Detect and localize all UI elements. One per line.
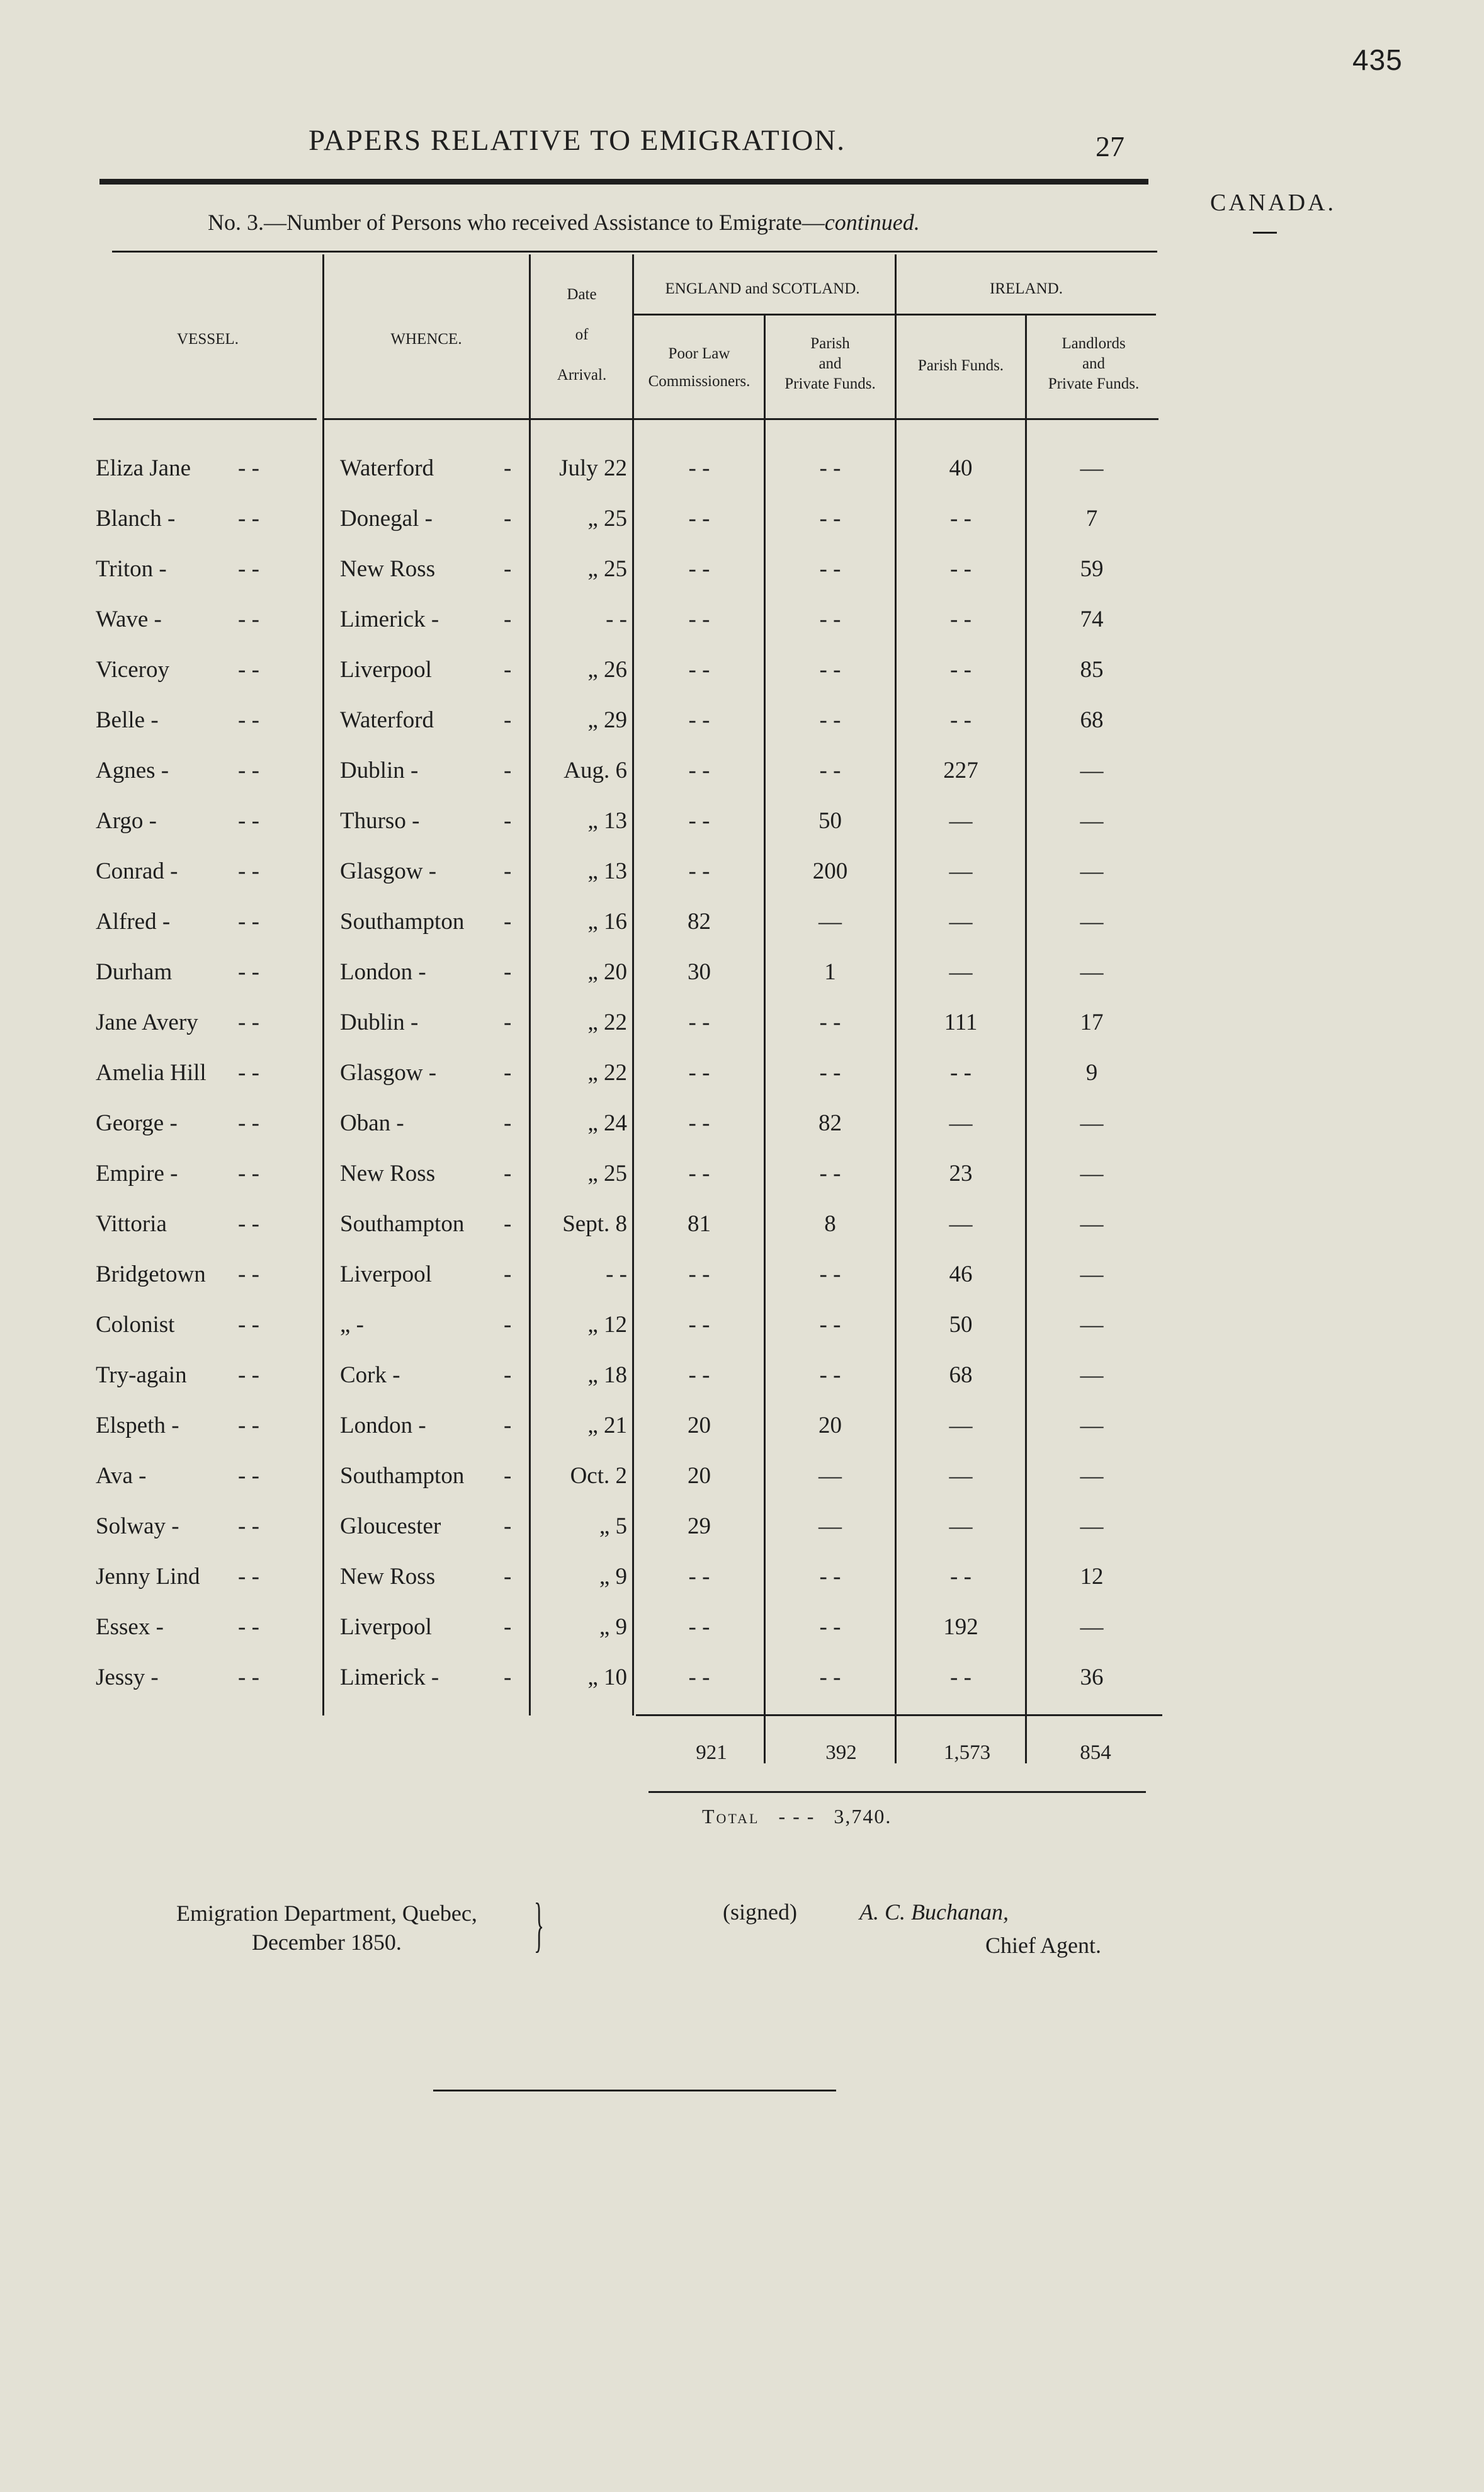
parish-private-value: - - — [819, 606, 841, 632]
header-date — [533, 275, 631, 395]
whence-dots: - — [504, 1312, 512, 1338]
vessel-name: Vittoria — [96, 1211, 167, 1237]
landlords-value: — — [1080, 1463, 1104, 1489]
whence-dots: - — [504, 1513, 512, 1539]
whence-dots: - — [504, 808, 512, 834]
arrival-date: „ 29 — [587, 707, 627, 733]
arrival-date: Sept. 8 — [562, 1211, 627, 1237]
vessel-name: Amelia Hill — [96, 1060, 207, 1086]
vessel-name: Solway - — [96, 1513, 179, 1539]
vessel-dots: - - — [238, 1564, 259, 1590]
arrival-date: „ 9 — [599, 1564, 627, 1590]
poor-law-value: - - — [688, 707, 710, 733]
vessel-name: Triton - — [96, 556, 167, 582]
department-line-1: Emigration Department, Quebec, — [176, 1901, 477, 1926]
vessel-dots: - - — [238, 606, 259, 632]
parish-private-value: — — [818, 909, 842, 935]
landlords-value: — — [1080, 1312, 1104, 1338]
whence-dots: - — [504, 606, 512, 632]
header-bottom-rule — [322, 418, 1158, 420]
header-vessel: VESSEL. — [177, 331, 239, 348]
landlords-value: 85 — [1080, 657, 1104, 683]
landlords-value: — — [1080, 1211, 1104, 1237]
department-line-2: December 1850. — [251, 1930, 402, 1955]
parish-private-value: — — [818, 1513, 842, 1539]
poor-law-value: 82 — [688, 909, 711, 935]
header-parish-private-line-1: Parish — [810, 335, 850, 352]
whence-dots: - — [504, 758, 512, 783]
header-date-line-3: Arrival. — [557, 367, 607, 384]
vessel-name: Argo - — [96, 808, 157, 834]
vessel-name: Viceroy — [96, 657, 169, 683]
table-title-main: No. 3.—Number of Persons who received Assistance to Emigrate— — [208, 210, 825, 235]
parish-private-value: 200 — [812, 858, 848, 884]
parish-funds-value: — — [949, 909, 973, 935]
bottom-rule — [433, 2090, 836, 2091]
parish-funds-value: — — [949, 858, 973, 884]
vessel-dots: - - — [238, 657, 259, 683]
arrival-date: „ 25 — [587, 556, 627, 582]
header-landlords-line-2: and — [1082, 355, 1106, 372]
poor-law-value: - - — [688, 506, 710, 532]
col-divider-2 — [529, 254, 531, 1715]
poor-law-value: - - — [688, 1614, 710, 1640]
parish-private-value: - - — [819, 657, 841, 683]
arrival-date: - - — [606, 606, 627, 632]
vessel-name: Eliza Jane — [96, 455, 191, 481]
header-landlords-line-3: Private Funds. — [1048, 375, 1140, 392]
whence-name: Oban - — [340, 1110, 404, 1136]
landlords-value: 12 — [1080, 1564, 1104, 1590]
landlords-value: — — [1080, 1614, 1104, 1640]
arrival-date: „ 21 — [587, 1413, 627, 1438]
whence-name: New Ross — [340, 556, 436, 582]
whence-dots: - — [504, 657, 512, 683]
vessel-dots: - - — [238, 1060, 259, 1086]
vessel-dots: - - — [238, 1413, 259, 1438]
landlords-value: 7 — [1085, 506, 1098, 532]
parish-funds-value: 50 — [949, 1312, 973, 1338]
vessel-name: Elspeth - — [96, 1413, 179, 1438]
parish-funds-value: - - — [950, 506, 971, 532]
arrival-date: „ 22 — [587, 1060, 627, 1086]
parish-private-value: 82 — [818, 1110, 842, 1136]
header-parish-private — [766, 334, 895, 394]
vessel-name: Durham — [96, 959, 173, 985]
parish-private-value: - - — [819, 1362, 841, 1388]
grand-total-value: 3,740. — [834, 1805, 892, 1828]
vessel-name: Jenny Lind — [96, 1564, 200, 1590]
parish-private-value: - - — [819, 455, 841, 481]
header-date-line-2: of — [575, 326, 589, 343]
whence-dots: - — [504, 858, 512, 884]
arrival-date: „ 18 — [587, 1362, 627, 1388]
running-page-number: 27 — [1096, 130, 1124, 162]
vessel-name: Try-again — [96, 1362, 187, 1388]
vessel-name: Belle - — [96, 707, 159, 733]
parish-funds-value: - - — [950, 1060, 971, 1086]
landlords-value: — — [1080, 1513, 1104, 1539]
whence-dots: - — [504, 1664, 512, 1690]
landlords-value: — — [1080, 909, 1104, 935]
whence-dots: - — [504, 1010, 512, 1035]
parish-funds-value: - - — [950, 707, 971, 733]
department-block — [176, 1899, 477, 1957]
whence-name: Thurso - — [340, 808, 420, 834]
header-group-ireland: IRELAND. — [990, 280, 1063, 297]
col-divider-3 — [632, 254, 634, 1715]
landlords-value: 68 — [1080, 707, 1104, 733]
grand-total — [702, 1805, 892, 1828]
arrival-date: Oct. 2 — [570, 1463, 627, 1489]
parish-private-value: - - — [819, 1614, 841, 1640]
whence-dots: - — [504, 1463, 512, 1489]
landlords-value: 9 — [1085, 1060, 1098, 1086]
vessel-dots: - - — [238, 455, 259, 481]
whence-dots: - — [504, 707, 512, 733]
whence-name: Liverpool — [340, 1614, 432, 1640]
vessel-name: Colonist — [96, 1312, 175, 1338]
total-poor-law: 921 — [696, 1741, 727, 1764]
parish-funds-value: 23 — [949, 1161, 973, 1186]
poor-law-value: - - — [688, 858, 710, 884]
landlords-value: — — [1080, 1362, 1104, 1388]
header-landlords — [1028, 334, 1160, 394]
vessel-dots: - - — [238, 858, 259, 884]
poor-law-value: - - — [688, 556, 710, 582]
whence-dots: - — [504, 556, 512, 582]
vessel-dots: - - — [238, 1614, 259, 1640]
poor-law-value: - - — [688, 1010, 710, 1035]
grand-total-dashes: - - - — [778, 1805, 815, 1828]
vessel-dots: - - — [238, 1211, 259, 1237]
poor-law-value: 20 — [688, 1413, 711, 1438]
arrival-date: „ 5 — [599, 1513, 627, 1539]
col-divider-1 — [322, 254, 324, 1715]
header-parish-funds: Parish Funds. — [917, 357, 1004, 374]
poor-law-value: - - — [688, 1161, 710, 1186]
side-label: CANADA. — [1210, 190, 1337, 216]
total-landlords: 854 — [1080, 1741, 1111, 1764]
side-label-underline — [1253, 232, 1277, 234]
landlords-value: — — [1080, 1413, 1104, 1438]
landlords-value: — — [1080, 1110, 1104, 1136]
whence-name: Dublin - — [340, 1010, 419, 1035]
parish-funds-value: — — [949, 959, 973, 985]
parish-funds-value: — — [949, 808, 973, 834]
header-rule — [99, 179, 1148, 185]
vessel-name: Alfred - — [96, 909, 171, 935]
vessel-name: Essex - — [96, 1614, 164, 1640]
whence-dots: - — [504, 1110, 512, 1136]
whence-dots: - — [504, 506, 512, 532]
vessel-name: Jane Avery — [96, 1010, 198, 1035]
vessel-dots: - - — [238, 1664, 259, 1690]
poor-law-value: - - — [688, 455, 710, 481]
table-top-rule — [112, 251, 1157, 253]
total-parish-private: 392 — [825, 1741, 857, 1764]
parish-private-value: - - — [819, 1664, 841, 1690]
arrival-date: - - — [606, 1261, 627, 1287]
parish-private-value: - - — [819, 506, 841, 532]
poor-law-value: - - — [688, 1060, 710, 1086]
vessel-dots: - - — [238, 1110, 259, 1136]
parish-private-value: - - — [819, 1261, 841, 1287]
landlords-value: — — [1080, 1261, 1104, 1287]
whence-name: Liverpool — [340, 657, 432, 683]
header-group-england: ENGLAND and SCOTLAND. — [665, 280, 860, 297]
grand-total-label: Total — [702, 1805, 760, 1828]
vessel-dots: - - — [238, 909, 259, 935]
header-poor-law-line-2: Commissioners. — [648, 373, 750, 390]
parish-funds-value: - - — [950, 657, 971, 683]
landlords-value: — — [1080, 455, 1104, 481]
col-divider-6 — [1025, 315, 1027, 1763]
poor-law-value: - - — [688, 1312, 710, 1338]
whence-name: Glasgow - — [340, 858, 437, 884]
whence-dots: - — [504, 1060, 512, 1086]
whence-name: Waterford — [340, 455, 434, 481]
parish-private-value: 20 — [818, 1413, 842, 1438]
parish-funds-value: - - — [950, 1564, 971, 1590]
parish-private-value: - - — [819, 1564, 841, 1590]
whence-dots: - — [504, 1261, 512, 1287]
whence-dots: - — [504, 1413, 512, 1438]
parish-funds-value: — — [949, 1463, 973, 1489]
landlords-value: 74 — [1080, 606, 1104, 632]
group-rule — [632, 314, 1156, 316]
poor-law-value: - - — [688, 758, 710, 783]
parish-funds-value: — — [949, 1110, 973, 1136]
arrival-date: „ 10 — [587, 1664, 627, 1690]
arrival-date: „ 9 — [599, 1614, 627, 1640]
arrival-date: „ 16 — [587, 909, 627, 935]
poor-law-value: - - — [688, 1362, 710, 1388]
header-whence: WHENCE. — [390, 331, 462, 348]
landlords-value: 17 — [1080, 1010, 1104, 1035]
header-parish-private-line-2: and — [818, 355, 842, 372]
arrival-date: „ 26 — [587, 657, 627, 683]
vessel-dots: - - — [238, 1362, 259, 1388]
parish-private-value: — — [818, 1463, 842, 1489]
header-bottom-rule-vessel — [93, 418, 317, 420]
vessel-name: Conrad - — [96, 858, 178, 884]
poor-law-value: 20 — [688, 1463, 711, 1489]
whence-dots: - — [504, 1614, 512, 1640]
brace-glyph: } — [534, 1891, 545, 1958]
parish-funds-value: - - — [950, 606, 971, 632]
arrival-date: „ 24 — [587, 1110, 627, 1136]
poor-law-value: 30 — [688, 959, 711, 985]
poor-law-value: - - — [688, 1664, 710, 1690]
landlords-value: 59 — [1080, 556, 1104, 582]
whence-name: Waterford — [340, 707, 434, 733]
poor-law-value: - - — [688, 606, 710, 632]
whence-dots: - — [504, 1161, 512, 1186]
vessel-dots: - - — [238, 1010, 259, 1035]
vessel-name: George - — [96, 1110, 178, 1136]
header-landlords-line-1: Landlords — [1062, 335, 1126, 352]
header-date-line-1: Date — [567, 286, 597, 303]
grand-total-rule — [649, 1791, 1146, 1793]
vessel-name: Agnes - — [96, 758, 169, 783]
vessel-name: Ava - — [96, 1463, 147, 1489]
arrival-date: „ 20 — [587, 959, 627, 985]
parish-funds-value: 192 — [943, 1614, 978, 1640]
parish-private-value: - - — [819, 1312, 841, 1338]
whence-dots: - — [504, 455, 512, 481]
whence-name: Limerick - — [340, 1664, 439, 1690]
whence-name: Limerick - — [340, 606, 439, 632]
vessel-name: Bridgetown — [96, 1261, 206, 1287]
whence-dots: - — [504, 1211, 512, 1237]
header-poor-law-line-1: Poor Law — [668, 345, 730, 362]
parish-funds-value: — — [949, 1413, 973, 1438]
landlords-value: — — [1080, 959, 1104, 985]
arrival-date: „ 25 — [587, 1161, 627, 1186]
vessel-dots: - - — [238, 808, 259, 834]
whence-dots: - — [504, 1564, 512, 1590]
vessel-dots: - - — [238, 959, 259, 985]
poor-law-value: - - — [688, 1110, 710, 1136]
table-title — [208, 209, 920, 236]
parish-private-value: - - — [819, 1010, 841, 1035]
vessel-dots: - - — [238, 1261, 259, 1287]
signer-title: Chief Agent. — [985, 1933, 1101, 1958]
parish-private-value: - - — [819, 707, 841, 733]
vessel-dots: - - — [238, 1513, 259, 1539]
whence-dots: - — [504, 909, 512, 935]
vessel-dots: - - — [238, 1312, 259, 1338]
whence-name: „ - — [340, 1312, 364, 1338]
arrival-date: „ 22 — [587, 1010, 627, 1035]
poor-law-value: 81 — [688, 1211, 711, 1237]
whence-name: New Ross — [340, 1161, 436, 1186]
landlords-value: — — [1080, 758, 1104, 783]
parish-private-value: - - — [819, 1161, 841, 1186]
vessel-name: Wave - — [96, 606, 162, 632]
whence-name: London - — [340, 959, 426, 985]
vessel-name: Empire - — [96, 1161, 178, 1186]
arrival-date: „ 13 — [587, 858, 627, 884]
whence-name: Dublin - — [340, 758, 419, 783]
vessel-name: Jessy - — [96, 1664, 159, 1690]
parish-funds-value: - - — [950, 1664, 971, 1690]
arrival-date: Aug. 6 — [564, 758, 627, 783]
vessel-dots: - - — [238, 707, 259, 733]
arrival-date: „ 25 — [587, 506, 627, 532]
parish-funds-value: — — [949, 1513, 973, 1539]
whence-name: Glasgow - — [340, 1060, 437, 1086]
page-number: 435 — [1352, 43, 1403, 76]
whence-name: Southampton — [340, 1463, 465, 1489]
arrival-date: „ 13 — [587, 808, 627, 834]
parish-funds-value: 111 — [944, 1010, 978, 1035]
table-title-italic: continued. — [824, 210, 920, 235]
parish-funds-value: 68 — [949, 1362, 973, 1388]
poor-law-value: - - — [688, 657, 710, 683]
vessel-name: Blanch - — [96, 506, 176, 532]
parish-private-value: - - — [819, 556, 841, 582]
vessel-dots: - - — [238, 1463, 259, 1489]
parish-private-value: 50 — [818, 808, 842, 834]
landlords-value: — — [1080, 858, 1104, 884]
parish-private-value: 1 — [824, 959, 836, 985]
signer-name: A. C. Buchanan, — [859, 1899, 1009, 1925]
poor-law-value: - - — [688, 1261, 710, 1287]
whence-name: Donegal - — [340, 506, 433, 532]
parish-funds-value: — — [949, 1211, 973, 1237]
parish-funds-value: 46 — [949, 1261, 973, 1287]
total-parish-funds: 1,573 — [943, 1741, 991, 1764]
parish-funds-value: - - — [950, 556, 971, 582]
header-poor-law — [635, 340, 764, 395]
parish-private-value: - - — [819, 1060, 841, 1086]
parish-private-value: - - — [819, 758, 841, 783]
parish-funds-value: 227 — [943, 758, 978, 783]
landlords-value: — — [1080, 808, 1104, 834]
whence-name: Southampton — [340, 909, 465, 935]
vessel-dots: - - — [238, 758, 259, 783]
whence-name: New Ross — [340, 1564, 436, 1590]
landlords-value: — — [1080, 1161, 1104, 1186]
totals-rule — [636, 1714, 1162, 1716]
whence-dots: - — [504, 959, 512, 985]
parish-private-value: 8 — [824, 1211, 836, 1237]
arrival-date: July 22 — [559, 455, 627, 481]
running-title: PAPERS RELATIVE TO EMIGRATION. — [309, 124, 846, 157]
vessel-dots: - - — [238, 556, 259, 582]
signed-label: (signed) — [723, 1899, 797, 1925]
col-divider-4 — [764, 315, 766, 1763]
whence-name: Gloucester — [340, 1513, 441, 1539]
whence-name: Liverpool — [340, 1261, 432, 1287]
poor-law-value: - - — [688, 1564, 710, 1590]
poor-law-value: 29 — [688, 1513, 711, 1539]
landlords-value: 36 — [1080, 1664, 1104, 1690]
whence-name: Southampton — [340, 1211, 465, 1237]
whence-name: London - — [340, 1413, 426, 1438]
poor-law-value: - - — [688, 808, 710, 834]
whence-dots: - — [504, 1362, 512, 1388]
vessel-dots: - - — [238, 1161, 259, 1186]
vessel-dots: - - — [238, 506, 259, 532]
whence-name: Cork - — [340, 1362, 400, 1388]
arrival-date: „ 12 — [587, 1312, 627, 1338]
parish-funds-value: 40 — [949, 455, 973, 481]
header-parish-private-line-3: Private Funds. — [784, 375, 876, 392]
